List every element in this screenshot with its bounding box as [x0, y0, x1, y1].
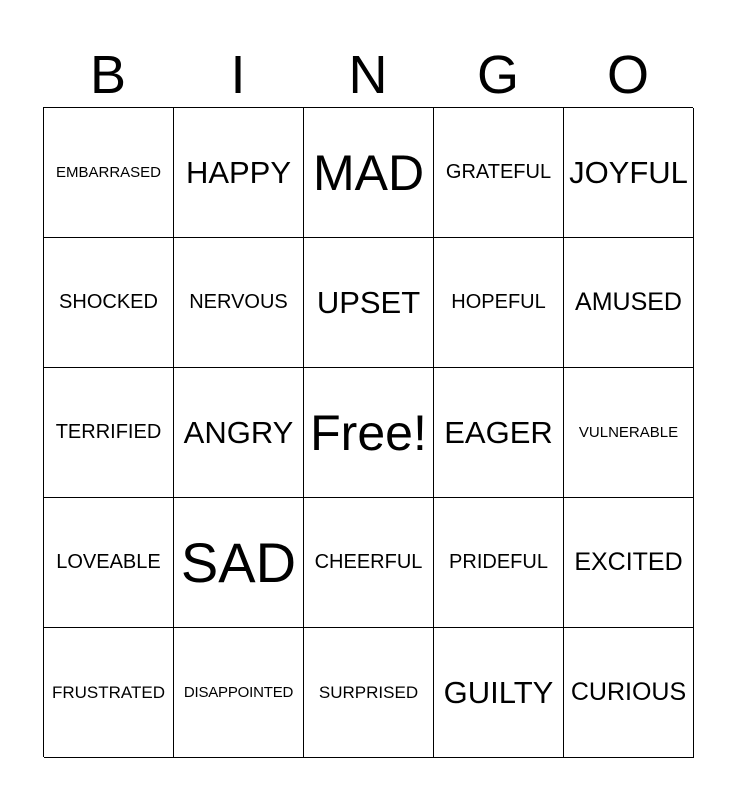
bingo-board [43, 107, 693, 757]
bingo-cell[interactable]: GRATEFUL [434, 108, 564, 238]
bingo-cell[interactable]: LOVEABLE [44, 498, 174, 628]
header-letter-n: N [348, 45, 388, 105]
header-letter-o: O [606, 45, 649, 105]
bingo-cell[interactable]: VULNERABLE [564, 368, 694, 498]
bingo-cell[interactable]: CHEERFUL [304, 498, 434, 628]
bingo-cell[interactable]: JOYFUL [564, 108, 694, 238]
bingo-cell[interactable]: SAD [174, 498, 304, 628]
bingo-header [43, 42, 693, 108]
bingo-cell[interactable]: GUILTY [434, 628, 564, 758]
bingo-cell[interactable]: HOPEFUL [434, 238, 564, 368]
bingo-cell[interactable]: TERRIFIED [44, 368, 174, 498]
bingo-cell[interactable]: ANGRY [174, 368, 304, 498]
bingo-cell[interactable]: AMUSED [564, 238, 694, 368]
bingo-cell[interactable]: NERVOUS [174, 238, 304, 368]
bingo-cell[interactable]: DISAPPOINTED [174, 628, 304, 758]
bingo-cell[interactable]: EAGER [434, 368, 564, 498]
header-letter-b: B [89, 45, 127, 105]
header-letter-i: I [230, 45, 246, 105]
bingo-cell[interactable]: HAPPY [174, 108, 304, 238]
bingo-cell[interactable]: UPSET [304, 238, 434, 368]
bingo-cell[interactable]: PRIDEFUL [434, 498, 564, 628]
bingo-cell[interactable]: MAD [304, 108, 434, 238]
bingo-cell[interactable]: SURPRISED [304, 628, 434, 758]
bingo-cell[interactable]: CURIOUS [564, 628, 694, 758]
bingo-cell[interactable]: EXCITED [564, 498, 694, 628]
header-letter-g: G [476, 45, 519, 105]
bingo-cell[interactable]: SHOCKED [44, 238, 174, 368]
bingo-cell[interactable]: EMBARRASED [44, 108, 174, 238]
bingo-cell[interactable]: FRUSTRATED [44, 628, 174, 758]
free-space-cell[interactable]: Free! [304, 368, 434, 498]
